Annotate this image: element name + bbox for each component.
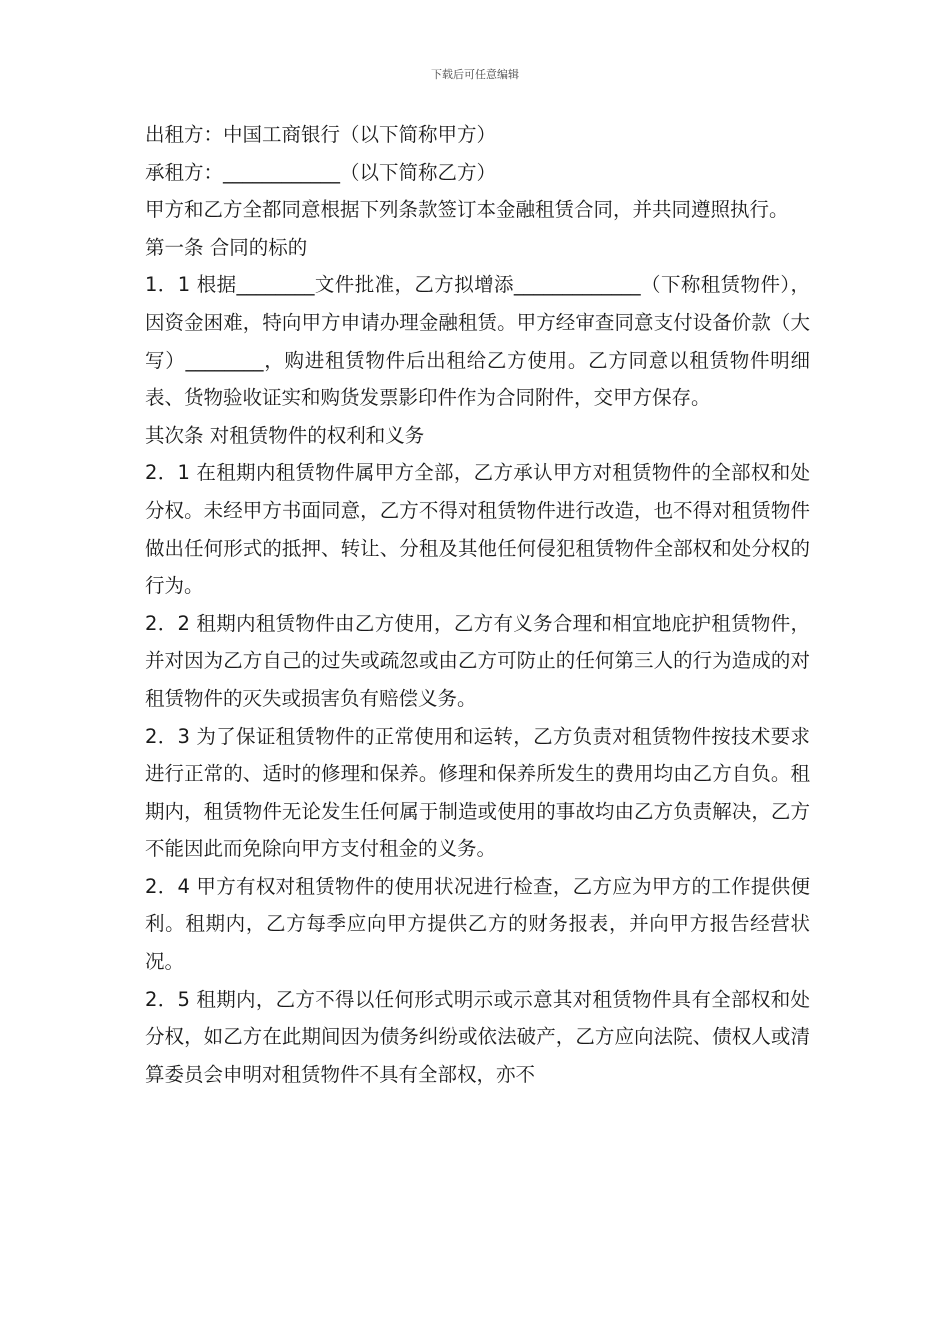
clause-2-3: 2．3 为了保证租赁物件的正常使用和运转，乙方负责对租赁物件按技术要求进行正常的、适时的修理和保养。修理和保养所发生的费用均由乙方自负。租期内，租赁物件无论发生任何属于制造或使用的事故均由乙方负责解决，乙方不能因此而免除向甲方支付租金的义务。 [145,724,810,861]
article-1-heading: 第一条 合同的标的 [145,235,308,259]
contract-body [145,116,810,1093]
article-2-heading: 其次条 对租赁物件的权利和义务 [145,423,425,447]
lessor-line: 出租方：中国工商银行（以下简称甲方） [145,123,497,146]
clause-1-1: 1．1 根据________文件批准，乙方拟增添_____________（下称租赁物件），因资金困难，特向甲方申请办理金融租赁。甲方经审查同意支付设备价款（大写）________，购进租赁物件后出租给乙方使用。乙方同意以租赁物件明细表、货物验收证实和购货发票影印件作为合同附件，交甲方保存。 [145,273,810,410]
agreement-intro: 甲方和乙方全都同意根据下列条款签订本金融租赁合同，并共同遵照执行。 [145,198,789,222]
page-header-note: 下载后可任意编辑 [431,68,519,81]
clause-2-1: 2．1 在租期内租赁物件属甲方全部，乙方承认甲方对租赁物件的全部权和处分权。未经甲方书面同意，乙方不得对租赁物件进行改造，也不得对租赁物件做出任何形式的抵押、转让、分租及其他任何侵犯租赁物件全部权和处分权的行为。 [145,461,810,598]
clause-2-5: 2．5 租期内，乙方不得以任何形式明示或示意其对租赁物件具有全部权和处分权，如乙方在此期间因为债务纠纷或依法破产，乙方应向法院、债权人或清算委员会申明对租赁物件不具有全部权，亦不 [145,987,810,1086]
clause-2-2: 2．2 租期内租赁物件由乙方使用，乙方有义务合理和相宜地庇护租赁物件，并对因为乙方自己的过失或疏忽或由乙方可防止的任何第三人的行为造成的对租赁物件的灭失或损害负有赔偿义务。 [145,611,810,710]
clause-2-4: 2．4 甲方有权对租赁物件的使用状况进行检查，乙方应为甲方的工作提供便利。租期内，乙方每季应向甲方提供乙方的财务报表，并向甲方报告经营状况。 [145,874,810,974]
lessee-line: 承租方：____________（以下简称乙方） [145,160,497,184]
